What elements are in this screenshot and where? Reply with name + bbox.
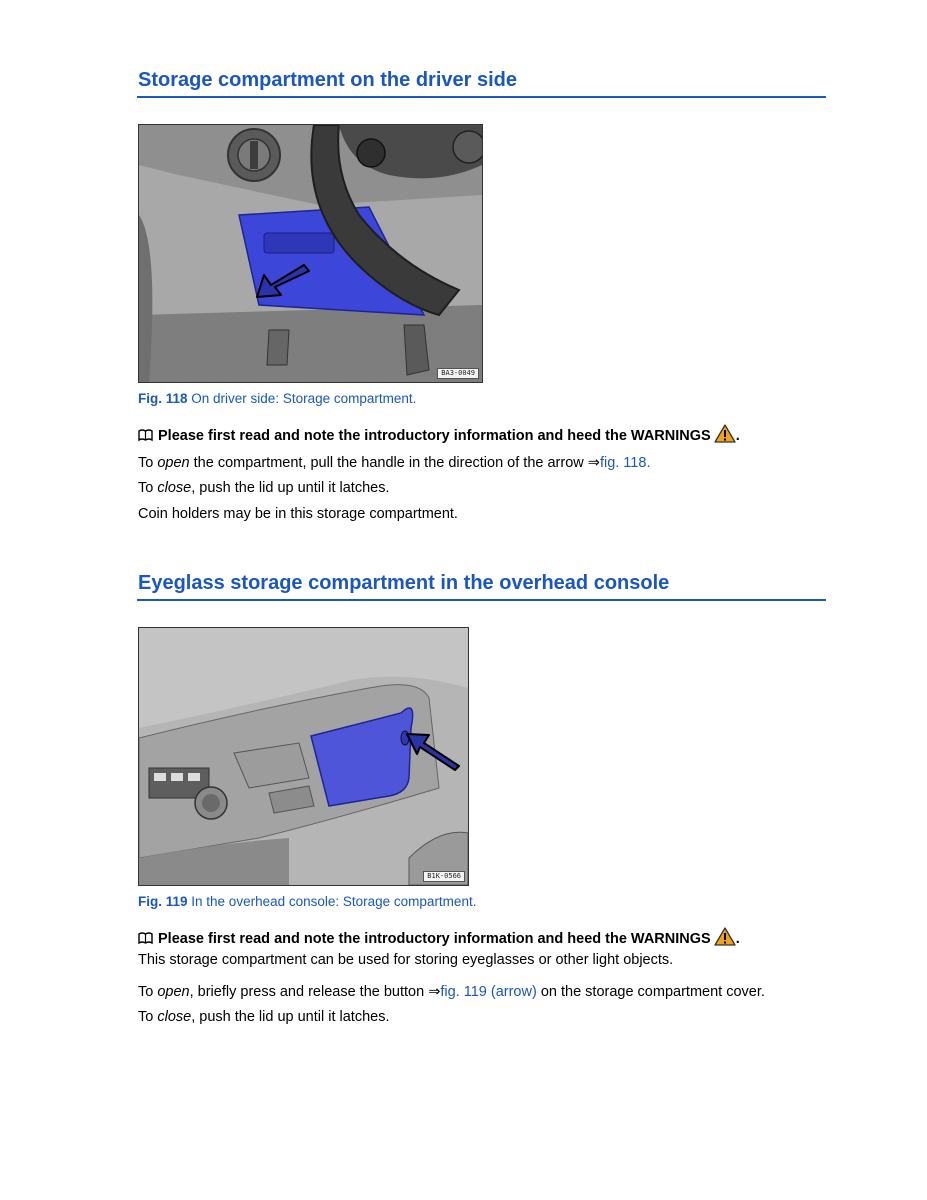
emphasis: close (157, 1009, 192, 1025)
paragraph-open (138, 455, 650, 471)
section-heading: Storage compartment on the driver side (137, 68, 826, 98)
text: To (138, 480, 158, 496)
dashboard-illustration (139, 125, 482, 382)
figure-119-image (138, 627, 469, 886)
book-icon (138, 429, 153, 446)
warning-triangle-icon[interactable] (714, 424, 736, 447)
warnings-note (138, 424, 740, 447)
figure-code: B1K-0566 (423, 871, 465, 882)
figure-label: Fig. 118 (138, 391, 188, 406)
figure-code: BA3-0049 (437, 368, 479, 379)
text: To (138, 455, 158, 471)
warnings-note (138, 927, 740, 950)
figure-caption (138, 391, 416, 406)
text: To (138, 984, 158, 1000)
note-end: . (735, 428, 740, 444)
emphasis: open (157, 984, 190, 1000)
figure-link[interactable]: fig. 118 (599, 455, 647, 471)
book-icon (138, 932, 153, 949)
text: , push the lid up until it latches. (191, 480, 390, 496)
arrow-symbol: ⇒ (587, 455, 600, 471)
arrow-symbol: ⇒ (428, 984, 441, 1000)
note-text: Please first read and note the introductory information and heed the WARNINGS (158, 931, 711, 947)
emphasis: close (157, 480, 192, 496)
text: on the storage compartment cover. (536, 984, 765, 1000)
paragraph-close (138, 480, 390, 496)
emphasis: open (157, 455, 190, 471)
section-heading: Eyeglass storage compartment in the overhead console (137, 571, 826, 601)
figure-caption-text: On driver side: Storage compartment. (187, 391, 417, 406)
figure-118-image (138, 124, 483, 383)
figure-label: Fig. 119 (138, 894, 188, 909)
text: . (646, 455, 651, 471)
section-eyeglass-storage (137, 571, 826, 601)
figure-caption-text: In the overhead console: Storage compartment. (187, 894, 477, 909)
figure-caption (138, 894, 476, 909)
paragraph-open (138, 984, 765, 1000)
paragraph-close (138, 1009, 390, 1025)
figure-link[interactable]: fig. 119 (arrow) (440, 984, 537, 1000)
note-end: . (735, 931, 740, 947)
note-text: Please first read and note the introductory information and heed the WARNINGS (158, 428, 711, 444)
overhead-console-illustration (139, 628, 468, 885)
text: , push the lid up until it latches. (191, 1009, 390, 1025)
paragraph-description: This storage compartment can be used for storing eyeglasses or other light objects. (138, 952, 674, 968)
warning-triangle-icon[interactable] (714, 927, 736, 950)
text: the compartment, pull the handle in the direction of the arrow (189, 455, 588, 471)
section-driver-storage (137, 68, 826, 98)
paragraph-coin-holders: Coin holders may be in this storage compartment. (138, 506, 458, 522)
text: To (138, 1009, 158, 1025)
text: , briefly press and release the button (189, 984, 429, 1000)
